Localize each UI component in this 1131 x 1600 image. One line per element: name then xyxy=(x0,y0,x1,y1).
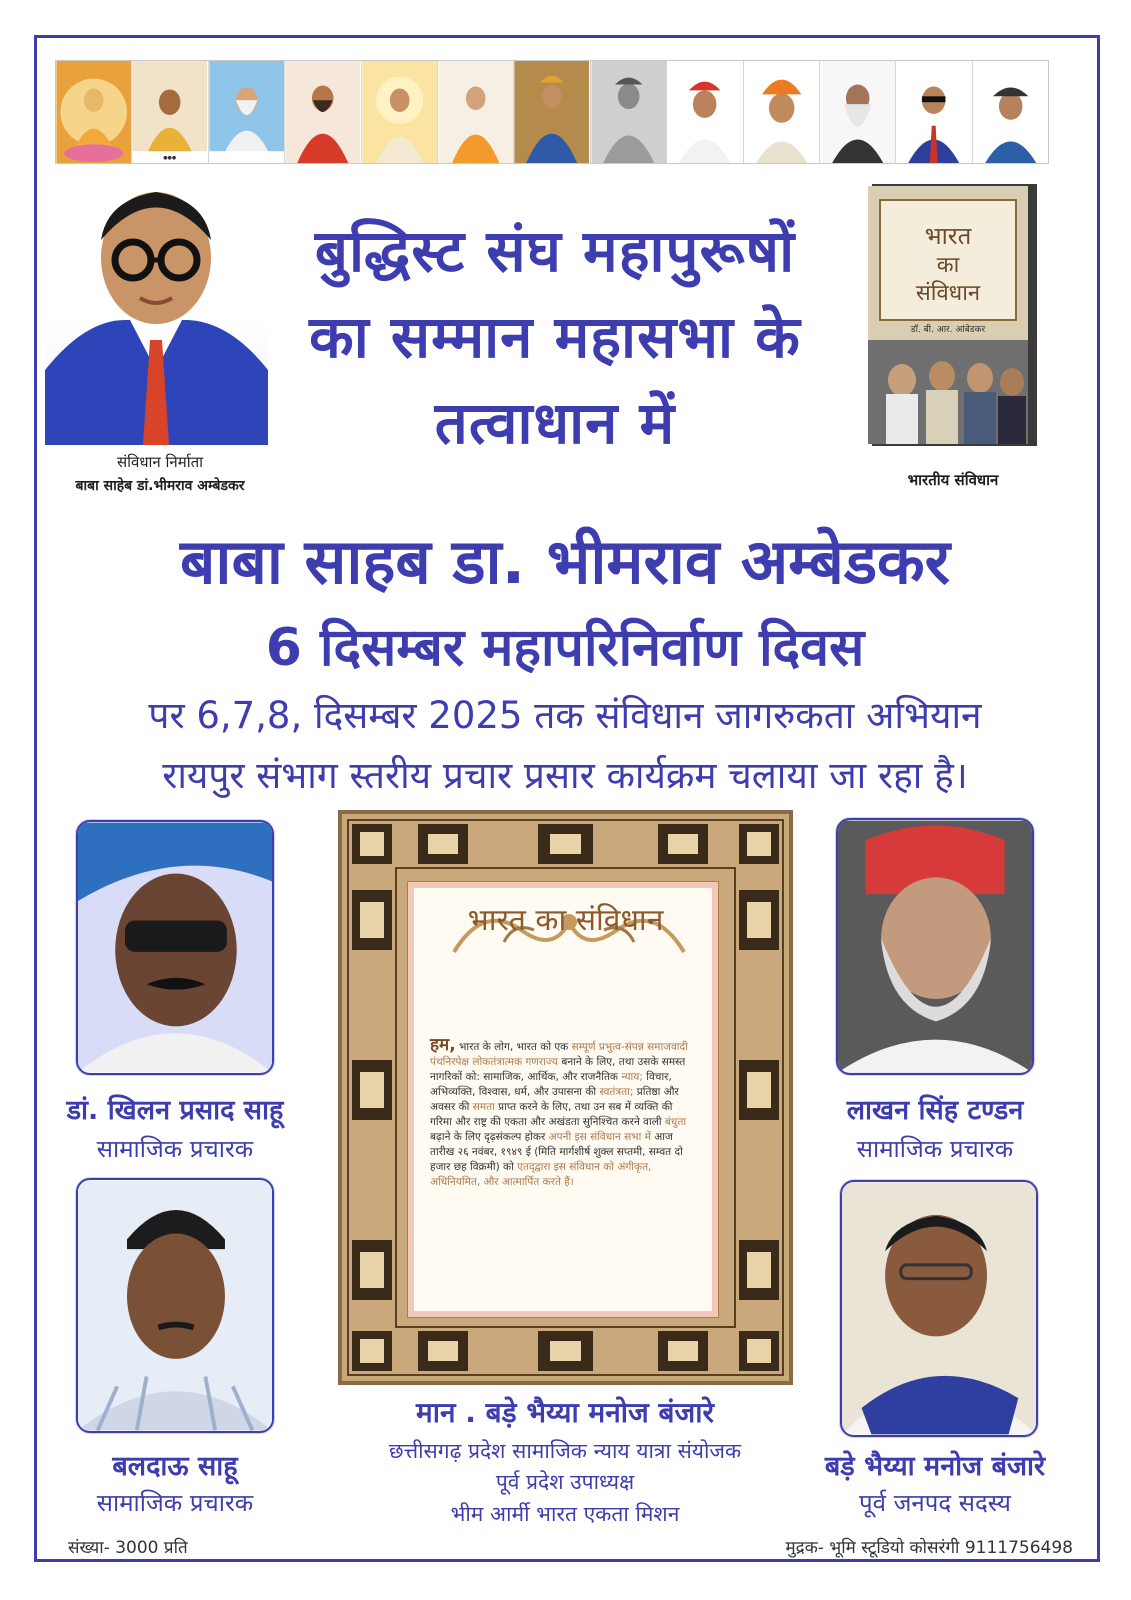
svg-text:●●●: ●●● xyxy=(163,155,177,162)
portrait-strip xyxy=(55,60,1049,164)
book-title-line3: संविधान xyxy=(915,281,981,306)
person-photo-2 xyxy=(836,818,1034,1075)
print-count: संख्या- 3000 प्रति xyxy=(68,1538,188,1558)
campaign-line-2: रायपुर संभाग स्तरीय प्रचार प्रसार कार्यक्रम चलाया जा रहा है। xyxy=(162,754,968,797)
person-name-3: बलदाऊ साहू xyxy=(112,1451,238,1482)
preamble-text-6: बढ़ाने के लिए दृढ़संकल्प होकर xyxy=(430,1131,549,1143)
preamble-highlight-5: बंधुता xyxy=(664,1116,687,1128)
strip-portrait-ambedkar xyxy=(896,61,972,163)
person-role-4: पूर्व जनपद सदस्य xyxy=(859,1489,1011,1517)
preamble-text xyxy=(430,1035,696,1190)
strip-portrait-saint-orange xyxy=(438,61,514,163)
strip-portrait-phule xyxy=(667,61,743,163)
center-person-role-1: छत्तीसगढ़ प्रदेश सामाजिक न्याय यात्रा संयोजक xyxy=(388,1439,742,1463)
strip-portrait-periyar xyxy=(820,61,896,163)
strip-portrait-kanshiram xyxy=(973,61,1048,163)
person-photo-4 xyxy=(840,1180,1038,1437)
preamble-title: भारत का संविधान xyxy=(467,903,664,938)
center-person-role-2: पूर्व प्रदेश उपाध्यक्ष xyxy=(495,1470,635,1494)
preamble-text-4: प्रतिष्ठा और अवसर की xyxy=(430,1086,679,1113)
book-caption: भारतीय संविधान xyxy=(907,471,999,489)
ambedkar-portrait xyxy=(45,170,268,445)
preamble-highlight-2: न्याय; xyxy=(621,1071,643,1083)
center-person-role-3: भीम आर्मी भारत एकता मिशन xyxy=(450,1502,680,1526)
person-role-3: सामाजिक प्रचारक xyxy=(96,1489,254,1517)
person-name-4: बड़े भैय्या मनोज बंजारे xyxy=(824,1451,1046,1482)
heading-line-3: तत्वाधान में xyxy=(434,389,676,457)
preamble-highlight-1: सम्पूर्ण प्रभुत्व-संपन्न समाजवादी पंथनिरपेक्ष लोकतंत्रात्मक गणराज्य xyxy=(430,1041,688,1068)
preamble-text-2: बनाने के लिए, तथा उसके समस्त नागरिकों को: सामाजिक, आर्थिक, और राजनैतिक xyxy=(430,1056,686,1083)
preamble-first-word: हम, xyxy=(430,1035,456,1055)
main-subtitle: 6 दिसम्बर महापरिनिर्वाण दिवस xyxy=(265,618,865,678)
person-name-2: लाखन सिंह टण्डन xyxy=(846,1095,1024,1126)
preamble-text-3: विचार, अभिव्यक्ति, विश्वास, धर्म, और उपासना की xyxy=(430,1071,672,1098)
book-title-line2: का xyxy=(936,253,960,278)
strip-portrait-king xyxy=(514,61,590,163)
preamble-text-5: प्राप्त करने के लिए, तथा उन सब में व्यक्ति की गरिमा और राष्ट्र की एकता और अखंडता सुनिश्चित करने वाली xyxy=(430,1101,673,1128)
center-person-name: मान . बड़े भैय्या मनोज बंजारे xyxy=(415,1396,715,1429)
person-role-2: सामाजिक प्रचारक xyxy=(856,1135,1014,1163)
book-author: डॉ. बी. आर. आंबेडकर xyxy=(910,325,986,335)
preamble-highlight-7: एतद्‌द्वारा इस संविधान को अंगीकृत, अधिनियमित, और आत्मार्पित करते हैं। xyxy=(430,1161,652,1188)
strip-portrait-soldier xyxy=(591,61,667,163)
heading-line-1: बुद्धिस्ट संघ महापुरूषों xyxy=(314,217,796,285)
heading-line-2: का सम्मान महासभा के xyxy=(309,303,801,371)
portrait-caption-title: संविधान निर्माता xyxy=(116,453,204,471)
preamble-highlight-6: अपनी इस संविधान सभा में xyxy=(548,1131,651,1143)
constitution-book-image xyxy=(862,180,1047,450)
book-title-line1: भारत xyxy=(924,222,972,250)
constitution-preamble-panel xyxy=(338,810,793,1385)
strip-portrait-buddha xyxy=(56,61,132,163)
strip-portrait-kabir xyxy=(209,61,285,163)
strip-portrait-ravidas xyxy=(362,61,438,163)
main-title: बाबा साहब डा. भीमराव अम्बेडकर xyxy=(179,525,950,598)
preamble-text-1: भारत के लोग, भारत को एक xyxy=(455,1041,572,1053)
preamble-highlight-4: समता xyxy=(472,1101,495,1113)
preamble-highlight-3: स्वतंत्रता; xyxy=(599,1086,634,1098)
strip-portrait-savitribai xyxy=(132,61,208,163)
strip-portrait-saint-red xyxy=(285,61,361,163)
campaign-line-1: पर 6,7,8, दिसम्बर 2025 तक संविधान जागरुकता अभियान xyxy=(148,694,982,737)
person-name-1: डां. खिलन प्रसाद साहू xyxy=(66,1095,284,1126)
preamble-text-7: आज तारीख २६ नवंबर, १९४९ ई (मिति मार्गशीर्ष शुक्ल सप्तमी, सम्वत दो हजार छह विक्रमी) को xyxy=(430,1131,683,1173)
portrait-caption-name: बाबा साहेब डां.भीमराव अम्बेडकर xyxy=(75,478,245,494)
printer-info: मुद्रक- भूमि स्टूडियो कोसरंगी 9111756498 xyxy=(785,1538,1073,1558)
person-photo-1 xyxy=(76,820,274,1075)
person-role-1: सामाजिक प्रचारक xyxy=(96,1135,254,1163)
strip-portrait-shahu xyxy=(744,61,820,163)
person-photo-3 xyxy=(76,1178,274,1433)
